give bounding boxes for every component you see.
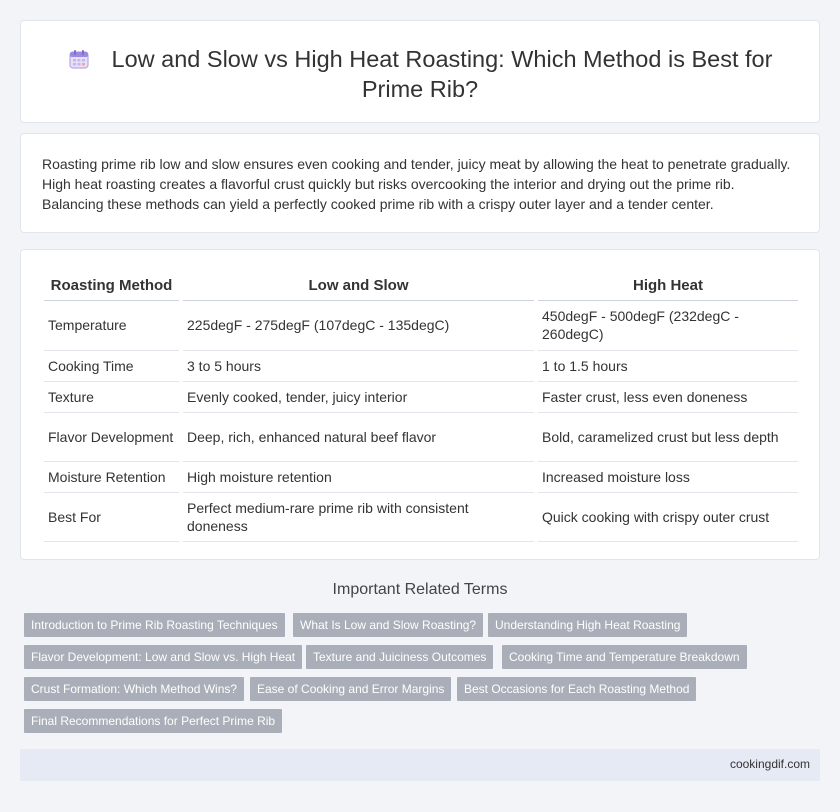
row-label: Flavor Development [44, 412, 181, 461]
table-row [44, 412, 798, 461]
table-header-row [44, 272, 798, 300]
row-label: Temperature [44, 300, 181, 350]
comparison-card [20, 249, 820, 560]
low-slow-cell: High moisture retention [181, 461, 536, 492]
intro-paragraph: Roasting prime rib low and slow ensures even cooking and tender, juicy meat by allowing the heat to penetrate gradually. High heat roasting creates a flavorful crust quickly but risks overcooking the interior and drying out the prime rib. Balancing these methods can yield a perfectly cooked prime rib with a crispy outer layer and a tender center. [42, 156, 791, 212]
related-term-tag[interactable]: Understanding High Heat Roasting [488, 613, 687, 637]
high-heat-cell: Quick cooking with crispy outer crust [536, 492, 798, 541]
row-label: Texture [44, 381, 181, 412]
related-term-tag[interactable]: Best Occasions for Each Roasting Method [457, 677, 696, 701]
related-term-tag[interactable]: Introduction to Prime Rib Roasting Techniques [24, 613, 285, 637]
low-slow-cell: Perfect medium-rare prime rib with consistent doneness [181, 492, 536, 541]
table-row [44, 350, 798, 381]
related-term-tag[interactable]: Final Recommendations for Perfect Prime Rib [24, 709, 282, 733]
related-term-tag[interactable]: Flavor Development: Low and Slow vs. High Heat [24, 645, 302, 669]
table-row [44, 492, 798, 541]
header-roasting-method: Roasting Method [44, 272, 181, 300]
related-term-tag[interactable]: Cooking Time and Temperature Breakdown [502, 645, 747, 669]
page-title-wrap [61, 44, 779, 104]
row-label: Best For [44, 492, 181, 541]
page-title: Low and Slow vs High Heat Roasting: Which Method is Best for Prime Rib? [111, 46, 773, 102]
table-row [44, 300, 798, 350]
high-heat-cell: Faster crust, less even doneness [536, 381, 798, 412]
comparison-table [44, 272, 798, 542]
high-heat-cell: 1 to 1.5 hours [536, 350, 798, 381]
calendar-icon [68, 48, 90, 70]
related-term-tag[interactable]: Texture and Juiciness Outcomes [306, 645, 493, 669]
related-terms-title: Important Related Terms [332, 581, 508, 598]
high-heat-cell: Bold, caramelized crust but less depth [536, 412, 798, 461]
row-label: Cooking Time [44, 350, 181, 381]
header-low-and-slow: Low and Slow [181, 272, 536, 300]
header-high-heat: High Heat [536, 272, 798, 300]
low-slow-cell: Deep, rich, enhanced natural beef flavor [181, 412, 536, 461]
related-term-tag[interactable]: What Is Low and Slow Roasting? [293, 613, 483, 637]
low-slow-cell: 225degF - 275degF (107degC - 135degC) [181, 300, 536, 350]
high-heat-cell: Increased moisture loss [536, 461, 798, 492]
table-row [44, 461, 798, 492]
footer [20, 749, 820, 781]
intro-card [20, 133, 820, 233]
low-slow-cell: Evenly cooked, tender, juicy interior [181, 381, 536, 412]
related-term-tag[interactable]: Crust Formation: Which Method Wins? [24, 677, 244, 701]
row-label: Moisture Retention [44, 461, 181, 492]
footer-site[interactable]: cookingdif.com [729, 757, 810, 771]
table-row [44, 381, 798, 412]
high-heat-cell: 450degF - 500degF (232degC - 260degC) [536, 300, 798, 350]
low-slow-cell: 3 to 5 hours [181, 350, 536, 381]
related-term-tag[interactable]: Ease of Cooking and Error Margins [250, 677, 451, 701]
header-card [20, 20, 820, 123]
